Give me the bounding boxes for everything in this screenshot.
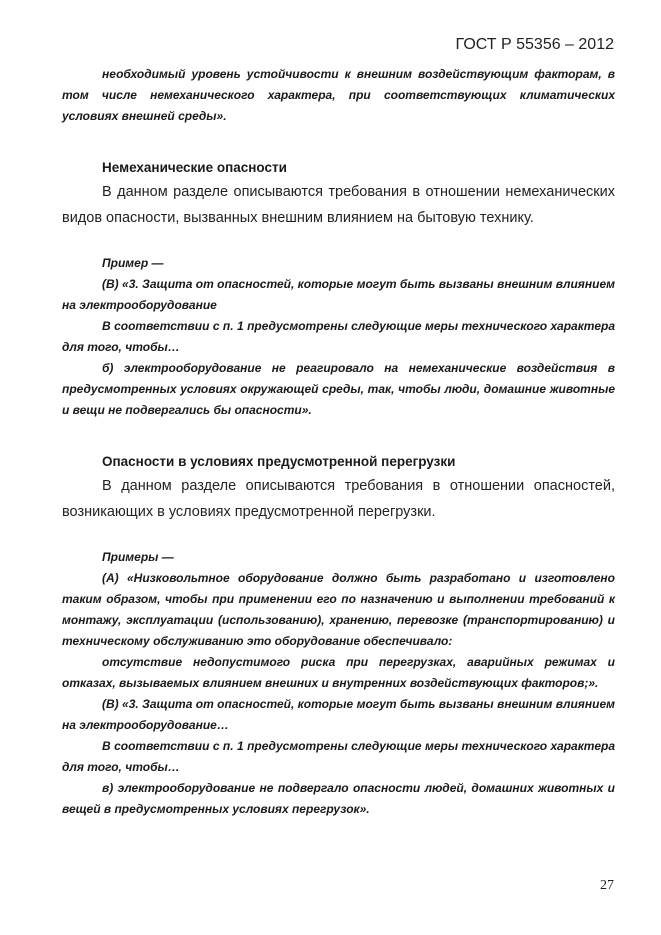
example-paragraph: В соответствии с п. 1 предусмотрены следующие меры технического характера для того, чтобы… (62, 739, 615, 774)
standard-header: ГОСТ Р 55356 – 2012 (455, 36, 614, 53)
section-body-nonmechanical: В данном разделе описываются требования в отношении немеханических видов опасности, вызванных внешним влиянием на бытовую технику. (62, 184, 615, 226)
examples-label: Примеры — (102, 550, 174, 564)
example-paragraph: в) электрооборудование не подвергало опасности людей, домашних животных и вещей в предусмотренных условиях перегрузок». (62, 781, 615, 816)
example-paragraph: (B) «3. Защита от опасностей, которые могут быть вызваны внешним влиянием на электрооборудование… (62, 697, 615, 732)
section-heading-overload: Опасности в условиях предусмотренной перегрузки (102, 454, 456, 469)
section-body-overload: В данном разделе описываются требования в отношении опасностей, возникающих в условиях предусмотренной перегрузки. (62, 478, 615, 520)
section-heading-nonmechanical: Немеханические опасности (102, 160, 287, 175)
example-label: Пример — (102, 256, 164, 270)
example-paragraph: (A) «Низковольтное оборудование должно быть разработано и изготовлено таким образом, чтобы при применении его по назначению и выполнении требований к монтажу, эксплуатации (использованию), хранению, перевозке (транспортированию) и техническому обслуживанию это оборудование обеспечивало: (62, 571, 615, 648)
example-paragraph: отсутствие недопустимого риска при перегрузках, аварийных режимах и отказах, вызываемых влиянием внешних и внутренних воздействующих факторов;». (62, 655, 615, 690)
example-paragraph: (B) «3. Защита от опасностей, которые могут быть вызваны внешним влиянием на электрооборудование (62, 277, 615, 312)
page-number: 27 (600, 878, 614, 893)
intro-paragraph: необходимый уровень устойчивости к внешним воздействующим факторам, в том числе немеханического характера, при соответствующих климатических условиях внешней среды». (62, 67, 615, 123)
example-paragraph: б) электрооборудование не реагировало на немеханические воздействия в предусмотренных условиях окружающей среды, так, чтобы люди, домашние животные и вещи не подвергались бы опасности». (62, 361, 615, 417)
page-content (62, 64, 615, 820)
example-paragraph: В соответствии с п. 1 предусмотрены следующие меры технического характера для того, чтобы… (62, 319, 615, 354)
